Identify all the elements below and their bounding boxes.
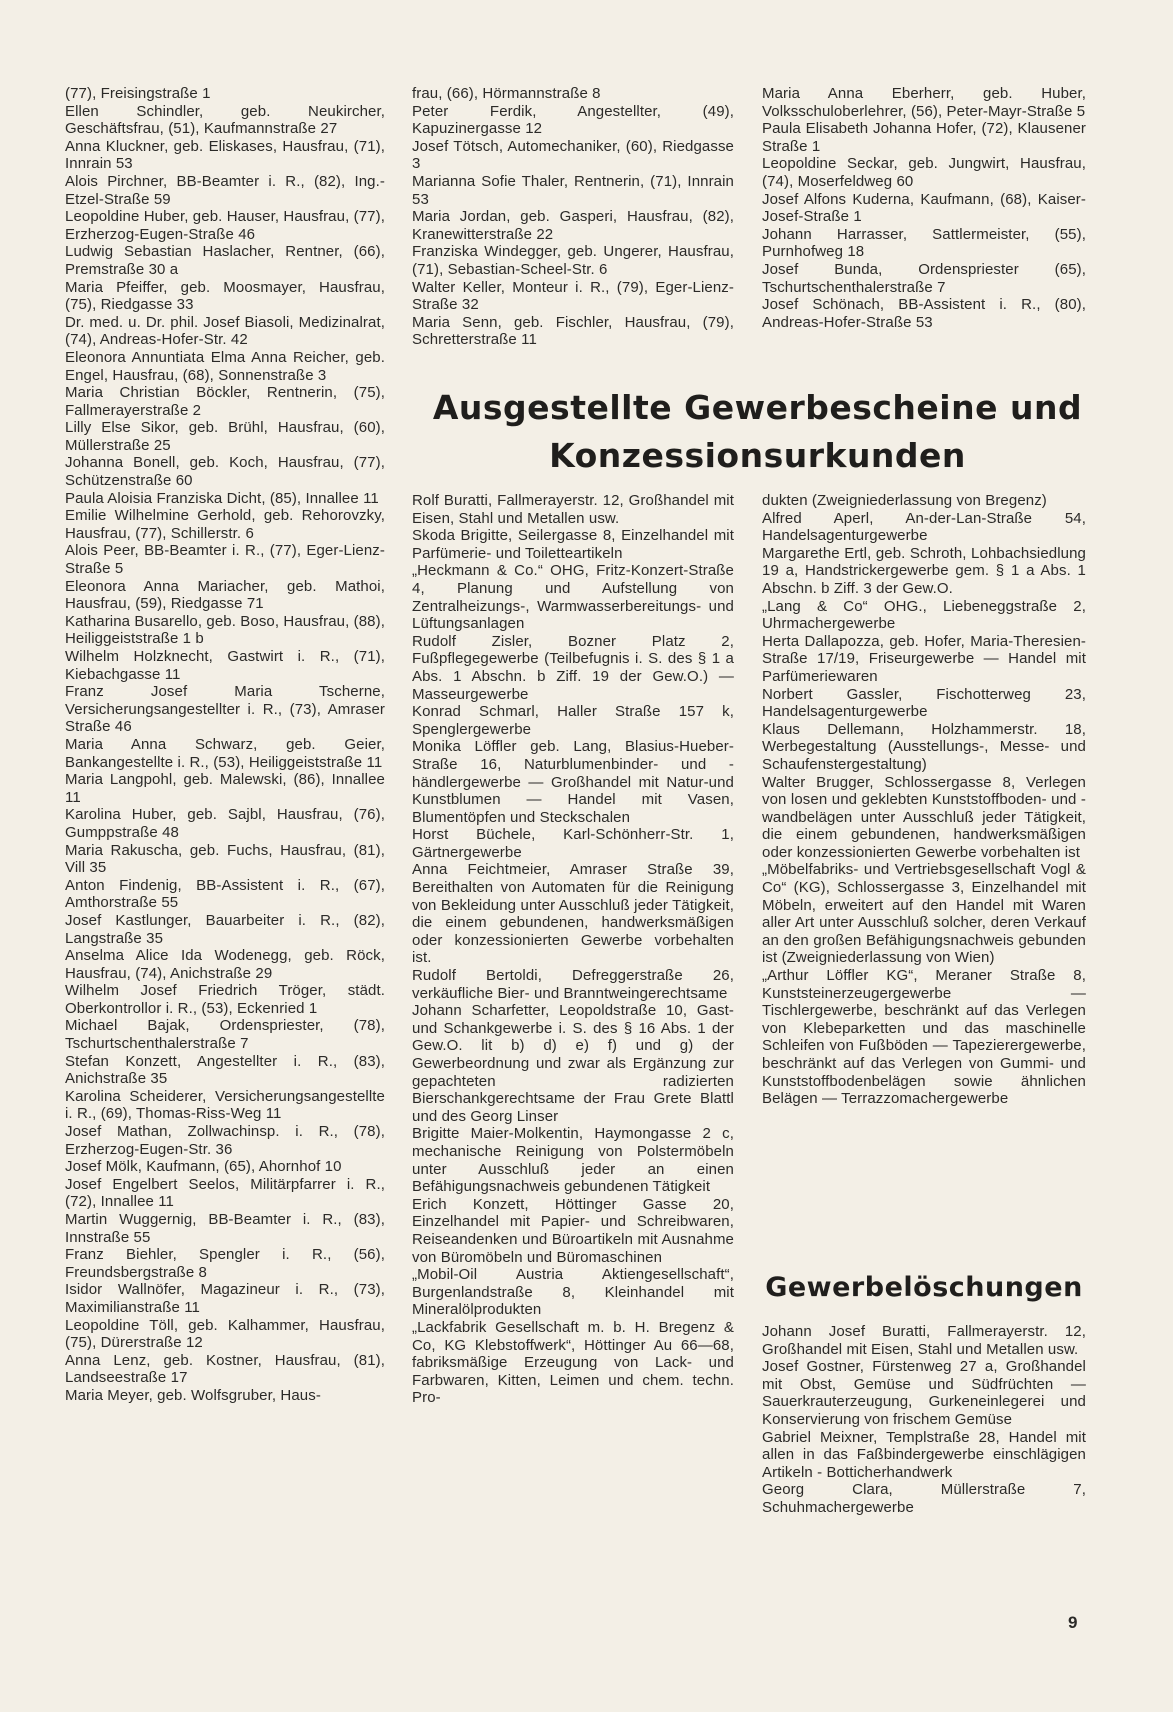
entry: Ludwig Sebastian Haslacher, Rentner, (66), Premstraße 30 a — [65, 243, 385, 278]
entry: „Mobil-Oil Austria Aktiengesellschaft“, Burgenlandstraße 8, Kleinhandel mit Mineralölprodukten — [412, 1266, 734, 1319]
entry: Anna Lenz, geb. Kostner, Hausfrau, (81), Landseestraße 17 — [65, 1351, 385, 1387]
entry: Walter Brugger, Schlossergasse 8, Verlegen von losen und geklebten Kunststoffboden- und -wandbelägen unter Ausschluß jeder Tätigkeit, die einem gebundenen, handwerksmäßigen oder konzessionierten Gewerbe vorbehalten ist — [762, 773, 1086, 861]
column-gewerbescheine-1 — [412, 492, 734, 1407]
entry: dukten (Zweigniederlassung von Bregenz) — [762, 492, 1047, 509]
entry: Maria Meyer, geb. Wolfsgruber, Haus- — [65, 1386, 321, 1404]
entry: Johann Scharfetter, Leopoldstraße 10, Gast- und Schankgewerbe i. S. des § 16 Abs. 1 der Gew.O. lit b) d) e) f) und g) der Gewerbeordnung und zwar als Ergänzung zur gepachteten radizierten Bierschankgerechtsame der Frau Grete Blattl und des Georg Linser — [412, 1002, 734, 1125]
entry: Franz Biehler, Spengler i. R., (56), Freundsbergstraße 8 — [65, 1246, 385, 1281]
entry: Klaus Dellemann, Holzhammerstr. 18, Werbegestaltung (Ausstellungs-, Messe- und Schaufenstergestaltung) — [762, 720, 1086, 773]
entry: Johann Josef Buratti, Fallmerayerstr. 12, Großhandel mit Eisen, Stahl und Metallen usw. — [762, 1323, 1086, 1358]
entry: Paula Elisabeth Johanna Hofer, (72), Klausener Straße 1 — [762, 120, 1086, 155]
entry: Eleonora Anna Mariacher, geb. Mathoi, Hausfrau, (59), Riedgasse 71 — [65, 577, 385, 613]
column-gewerbescheine-2 — [762, 492, 1086, 1108]
entry: Wilhelm Josef Friedrich Tröger, städt. Oberkontrollor i. R., (53), Eckenried 1 — [65, 982, 385, 1017]
entry: Alfred Aperl, An-der-Lan-Straße 54, Handelsagenturgewerbe — [762, 509, 1086, 545]
entry: Stefan Konzett, Angestellter i. R., (83), Anichstraße 35 — [65, 1052, 385, 1088]
entry: Johann Harrasser, Sattlermeister, (55), Purnhofweg 18 — [762, 225, 1086, 261]
entry: Emilie Wilhelmine Gerhold, geb. Rehorovzky, Hausfrau, (77), Schillerstr. 6 — [65, 507, 385, 542]
entry: Michael Bajak, Ordenspriester, (78), Tschurtschenthalerstraße 7 — [65, 1017, 385, 1053]
entry: Josef Gostner, Fürstenweg 27 a, Großhandel mit Obst, Gemüse und Südfrüchten — Sauerkrauterzeugung, Gurkeneinlegerei und Konservierung von frischem Gemüse — [762, 1358, 1086, 1428]
entry: frau, (66), Hörmannstraße 8 — [412, 85, 601, 102]
entry: Anselma Alice Ida Wodenegg, geb. Röck, Hausfrau, (74), Anichstraße 29 — [65, 947, 385, 982]
entry: Josef Kastlunger, Bauarbeiter i. R., (82), Langstraße 35 — [65, 911, 385, 947]
entry: Josef Engelbert Seelos, Militärpfarrer i. R., (72), Innallee 11 — [65, 1175, 385, 1211]
entry: Norbert Gassler, Fischotterweg 23, Handelsagenturgewerbe — [762, 685, 1086, 721]
entry: Josef Bunda, Ordenspriester (65), Tschurtschenthalerstraße 7 — [762, 260, 1086, 296]
entry: Josef Schönach, BB-Assistent i. R., (80), Andreas-Hofer-Straße 53 — [762, 296, 1086, 331]
entry: Rudolf Zisler, Bozner Platz 2, Fußpflegegewerbe (Teilbefugnis i. S. des § 1 a Abs. 1 Abschn. b Ziff. 19 der Gew.O.) — Masseurgewerbe — [412, 632, 734, 703]
entry: Martin Wuggernig, BB-Beamter i. R., (83), Innstraße 55 — [65, 1211, 385, 1246]
entry: Herta Dallapozza, geb. Hofer, Maria-Theresien-Straße 17/19, Friseurgewerbe — Handel mit Parfümeriewaren — [762, 632, 1086, 685]
entry: Anna Feichtmeier, Amraser Straße 39, Bereithalten von Automaten für die Reinigung von Bekleidung unter Ausschluß jeder Tätigkeit, die einem gebundenen, handwerksmäßigen oder konzessionierten Gewerbe vorbehalten ist. — [412, 861, 734, 967]
entry: Leopoldine Huber, geb. Hauser, Hausfrau, (77), Erzherzog-Eugen-Straße 46 — [65, 208, 385, 243]
page-number: 9 — [1068, 1613, 1078, 1632]
entry: Dr. med. u. Dr. phil. Josef Biasoli, Medizinalrat, (74), Andreas-Hofer-Str. 42 — [65, 313, 385, 349]
entry: Josef Tötsch, Automechaniker, (60), Riedgasse 3 — [412, 137, 734, 173]
entry: Karolina Huber, geb. Sajbl, Hausfrau, (76), Gumppstraße 48 — [65, 806, 385, 841]
entry: Josef Mölk, Kaufmann, (65), Ahornhof 10 — [65, 1158, 342, 1176]
entry: Josef Alfons Kuderna, Kaufmann, (68), Kaiser-Josef-Straße 1 — [762, 190, 1086, 226]
entry: Marianna Sofie Thaler, Rentnerin, (71), Innrain 53 — [412, 172, 734, 208]
entry: Gabriel Meixner, Templstraße 28, Handel mit allen in das Faßbindergewerbe einschlägigen Artikeln - Botticherhandwerk — [762, 1428, 1086, 1481]
entry: Maria Rakuscha, geb. Fuchs, Hausfrau, (81), Vill 35 — [65, 841, 385, 877]
entry: Isidor Wallnöfer, Magazineur i. R., (73), Maximilianstraße 11 — [65, 1281, 385, 1316]
entry: Leopoldine Seckar, geb. Jungwirt, Hausfrau, (74), Moserfeldweg 60 — [762, 155, 1086, 190]
entry: Johanna Bonell, geb. Koch, Hausfrau, (77), Schützenstraße 60 — [65, 454, 385, 490]
entry: Maria Senn, geb. Fischler, Hausfrau, (79), Schretterstraße 11 — [412, 313, 734, 349]
entry: Alois Peer, BB-Beamter i. R., (77), Eger-Lienz-Straße 5 — [65, 542, 385, 578]
entry: „Heckmann & Co.“ OHG, Fritz-Konzert-Straße 4, Planung und Aufstellung von Zentralheizungs-, Warmwasserbereitungs- und Lüftungsanlagen — [412, 562, 734, 633]
entry: Monika Löffler geb. Lang, Blasius-Hueber-Straße 16, Naturblumenbinder- und -händlergewerbe — Großhandel mit Natur-und Kunstblumen — Handel mit Vasen, Blumentöpfen und Steckschalen — [412, 738, 734, 826]
section-heading-loeschungen: Gewerbelöschungen — [765, 1272, 1083, 1303]
entry: Georg Clara, Müllerstraße 7, Schuhmachergewerbe — [762, 1481, 1086, 1516]
entry: Eleonora Annuntiata Elma Anna Reicher, geb. Engel, Hausfrau, (68), Sonnenstraße 3 — [65, 348, 385, 384]
entry: Anton Findenig, BB-Assistent i. R., (67), Amthorstraße 55 — [65, 876, 385, 912]
entry: Maria Langpohl, geb. Malewski, (86), Innallee 11 — [65, 771, 385, 806]
entry: Leopoldine Töll, geb. Kalhammer, Hausfrau, (75), Dürerstraße 12 — [65, 1316, 385, 1352]
entry: Karolina Scheiderer, Versicherungsangestellte i. R., (69), Thomas-Riss-Weg 11 — [65, 1087, 385, 1123]
entry: Maria Anna Eberherr, geb. Huber, Volksschuloberlehrer, (56), Peter-Mayr-Straße 5 — [762, 85, 1086, 120]
entry: Maria Jordan, geb. Gasperi, Hausfrau, (82), Kranewitterstraße 22 — [412, 208, 734, 243]
entry: „Möbelfabriks- und Vertriebsgesellschaft Vogl & Co“ (KG), Schlossergasse 3, Einzelhandel mit Möbeln, erweitert auf den Handel mit Waren aller Art unter Ausschluß solcher, deren Verkauf an den großen Befähigungsnachweis gebunden ist (Zweigniederlassung von Wien) — [762, 861, 1086, 967]
entry: Konrad Schmarl, Haller Straße 157 k, Spenglergewerbe — [412, 703, 734, 738]
column-deaths-2 — [412, 85, 734, 349]
column-deaths-1 — [65, 85, 385, 1405]
entry: (77), Freisingstraße 1 — [65, 85, 211, 102]
entry: Maria Christian Böckler, Rentnerin, (75), Fallmerayerstraße 2 — [65, 384, 385, 419]
entry: „Lackfabrik Gesellschaft m. b. H. Bregenz & Co, KG Klebstoffwerk“, Höttinger Au 66—68, fabriksmäßige Erzeugung von Lack- und Farbwaren, Kitten, Leimen und chem. techn. Pro- — [412, 1318, 734, 1407]
entry: Rolf Buratti, Fallmerayerstr. 12, Großhandel mit Eisen, Stahl und Metallen usw. — [412, 492, 734, 527]
column-deaths-3 — [762, 85, 1086, 331]
entry: Alois Pirchner, BB-Beamter i. R., (82), Ing.-Etzel-Straße 59 — [65, 172, 385, 208]
entry: Horst Büchele, Karl-Schönherr-Str. 1, Gärtnergewerbe — [412, 826, 734, 861]
entry: „Lang & Co“ OHG., Liebeneggstraße 2, Uhrmachergewerbe — [762, 597, 1086, 633]
entry: Katharina Busarello, geb. Boso, Hausfrau, (88), Heiliggeiststraße 1 b — [65, 612, 385, 648]
entry: Franziska Windegger, geb. Ungerer, Hausfrau, (71), Sebastian-Scheel-Str. 6 — [412, 243, 734, 278]
entry: Anna Kluckner, geb. Eliskases, Hausfrau, (71), Innrain 53 — [65, 137, 385, 173]
entry: Wilhelm Holzknecht, Gastwirt i. R., (71), Kiebachgasse 11 — [65, 648, 385, 683]
entry: Franz Josef Maria Tscherne, Versicherungsangestellter i. R., (73), Amraser Straße 46 — [65, 683, 385, 736]
entry: „Arthur Löffler KG“, Meraner Straße 8, Kunststeinerzeugergewerbe — Tischlergewerbe, beschränkt auf das Verlegen von Klebeparketten und das maschinelle Schleifen von Fußböden — Tapezierergewerbe, beschränkt auf das Verlegen von Gummi- und Kunststoffbodenbelägen sowie ähnlichen Belägen — Terrazzomachergewerbe — [762, 967, 1086, 1108]
section-heading-gewerbescheine: Ausgestellte Gewerbescheine und Konzessionsurkunden — [432, 388, 1083, 475]
entry: Maria Anna Schwarz, geb. Geier, Bankangestellte i. R., (53), Heiliggeiststraße 11 — [65, 735, 385, 771]
entry: Ellen Schindler, geb. Neukircher, Geschäftsfrau, (51), Kaufmannstraße 27 — [65, 102, 385, 138]
entry: Rudolf Bertoldi, Defreggerstraße 26, verkäufliche Bier- und Branntweingerechtsame — [412, 967, 734, 1002]
entry: Walter Keller, Monteur i. R., (79), Eger-Lienz-Straße 32 — [412, 278, 734, 314]
entry: Brigitte Maier-Molkentin, Haymongasse 2 c, mechanische Reinigung von Polstermöbeln unter Ausschluß jeder an einen Befähigungsnachweis gebundenen Tätigkeit — [412, 1125, 734, 1196]
entry: Josef Mathan, Zollwachinsp. i. R., (78), Erzherzog-Eugen-Str. 36 — [65, 1123, 385, 1158]
entry: Lilly Else Sikor, geb. Brühl, Hausfrau, (60), Müllerstraße 25 — [65, 419, 385, 454]
entry: Erich Konzett, Höttinger Gasse 20, Einzelhandel mit Papier- und Schreibwaren, Reiseandenken und Büroartikeln mit Ausnahme von Büromöbeln und Büromaschinen — [412, 1195, 734, 1266]
entry: Paula Aloisia Franziska Dicht, (85), Innallee 11 — [65, 489, 379, 507]
column-loeschungen — [762, 1323, 1086, 1517]
entry: Margarethe Ertl, geb. Schroth, Lohbachsiedlung 19 a, Handstrickergewerbe gem. § 1 a Abs. 1 Abschn. b Ziff. 3 der Gew.O. — [762, 544, 1086, 597]
entry: Peter Ferdik, Angestellter, (49), Kapuzinergasse 12 — [412, 102, 734, 138]
entry: Maria Pfeiffer, geb. Moosmayer, Hausfrau, (75), Riedgasse 33 — [65, 278, 385, 314]
entry: Skoda Brigitte, Seilergasse 8, Einzelhandel mit Parfümerie- und Toiletteartikeln — [412, 527, 734, 562]
